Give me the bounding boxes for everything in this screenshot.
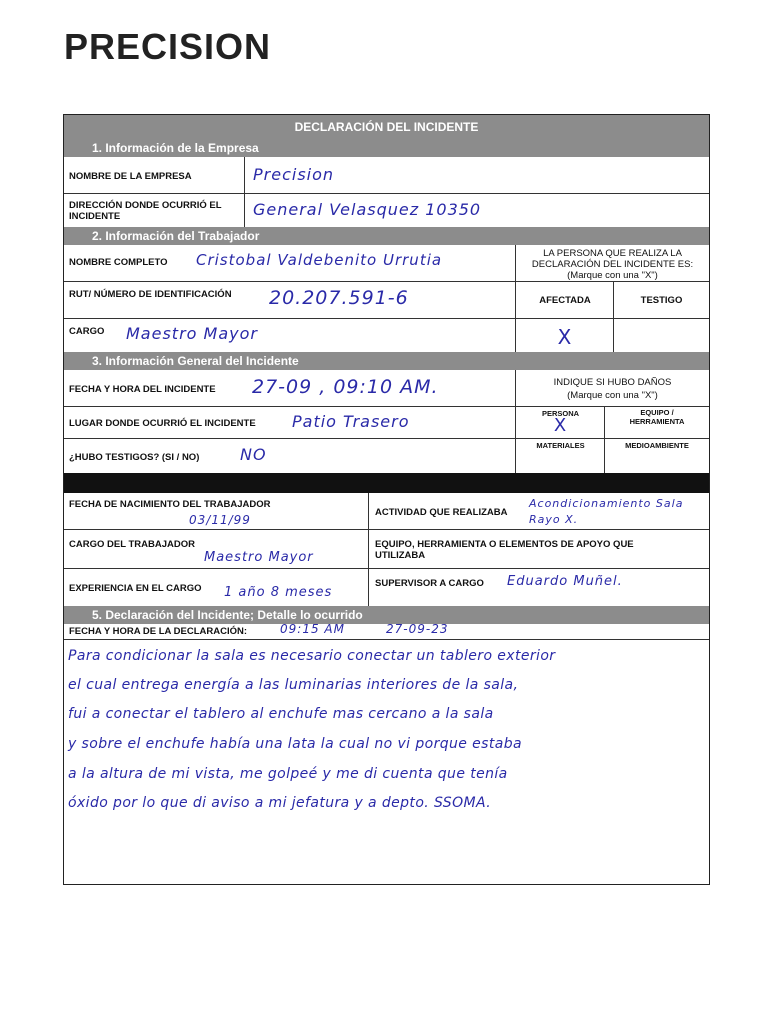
activity-label: ACTIVIDAD QUE REALIZABA — [375, 507, 508, 518]
jobtitle-label: CARGO DEL TRABAJADOR — [69, 539, 195, 550]
narrative-line: a la altura de mi vista, me golpeé y me di cuenta que tenía — [68, 766, 508, 782]
equipment-label-cell — [369, 530, 709, 569]
jobtitle-label-cell — [64, 530, 369, 569]
incident-form — [63, 114, 710, 885]
decl-date-row — [64, 624, 709, 640]
person-header-cell — [516, 245, 709, 282]
damage-header: INDIQUE SI HUBO DAÑOS — [553, 377, 672, 388]
narrative-line: Para condicionar la sala es necesario conectar un tablero exterior — [68, 648, 556, 664]
cargo-value: Maestro Mayor — [126, 324, 258, 343]
section-1-header: 1. Información de la Empresa — [64, 140, 709, 157]
narrative-line: el cual entrega energía a las luminarias interiores de la sala, — [68, 677, 519, 693]
datetime-value: 27-09 , 09:10 AM. — [252, 376, 439, 398]
narrative-line: fui a conectar el tablero al enchufe mas cercano a la sala — [68, 706, 494, 722]
damage-materials-cell[interactable] — [516, 439, 605, 473]
damage-equipment-cell[interactable] — [605, 407, 709, 439]
person-header: LA PERSONA QUE REALIZA LA DECLARACIÓN DEL INCIDENTE ES: — [531, 248, 694, 270]
place-label-cell — [64, 407, 516, 439]
address-label-cell — [64, 194, 245, 227]
activity-value-2: Rayo X. — [529, 513, 579, 526]
section-3-header: 3. Información General del Incidente — [64, 352, 709, 370]
witnesses-value: NO — [240, 445, 267, 464]
company-value-cell — [245, 157, 709, 194]
witness-label-cell — [614, 282, 709, 319]
supervisor-label: SUPERVISOR A CARGO — [375, 578, 484, 589]
name-label: NOMBRE COMPLETO — [69, 257, 168, 268]
place-label: LUGAR DONDE OCURRIÓ EL INCIDENTE — [69, 418, 256, 429]
section-5-header: 5. Declaración del Incidente; Detalle lo ocurrido — [64, 606, 709, 624]
rut-label-cell — [64, 282, 516, 319]
datetime-label-cell — [64, 370, 516, 407]
name-label-cell — [64, 245, 194, 282]
rut-label: RUT/ NÚMERO DE IDENTIFICACIÓN — [69, 289, 232, 300]
company-label: NOMBRE DE LA EMPRESA — [69, 171, 192, 182]
name-value-cell — [194, 245, 516, 282]
damage-environment-label: MEDIOAMBIENTE — [625, 441, 689, 450]
damage-person-cell[interactable] — [516, 407, 605, 439]
activity-value-1: Acondicionamiento Sala — [529, 497, 684, 510]
narrative-line: óxido por lo que di aviso a mi jefatura y a depto. SSOMA. — [68, 795, 492, 811]
cargo-label-cell — [64, 319, 516, 352]
affected-label: AFECTADA — [539, 295, 591, 306]
experience-value: 1 año 8 meses — [224, 585, 333, 600]
address-value-cell — [245, 194, 709, 227]
supervisor-label-cell — [369, 569, 709, 606]
affected-mark-cell[interactable] — [516, 319, 614, 352]
damage-person-mark: X — [553, 415, 568, 436]
section-2-header: 2. Información del Trabajador — [64, 227, 709, 245]
damage-header-cell — [516, 370, 709, 407]
damage-equipment-label: EQUIPO / HERRAMIENTA — [629, 408, 685, 426]
cargo-label: CARGO — [69, 326, 105, 337]
address-value: General Velasquez 10350 — [253, 200, 482, 219]
witness-label: TESTIGO — [640, 295, 683, 306]
jobtitle-value: Maestro Mayor — [204, 550, 314, 565]
equipment-label: EQUIPO, HERRAMIENTA O ELEMENTOS DE APOYO QUE UTILIZABA — [375, 539, 634, 561]
company-logo: PRECISION — [64, 26, 272, 67]
affected-label-cell — [516, 282, 614, 319]
person-note: (Marque con una "X") — [567, 270, 658, 281]
birth-value: 03/11/99 — [189, 513, 251, 527]
supervisor-value: Eduardo Muñel. — [507, 574, 623, 589]
datetime-label: FECHA Y HORA DEL INCIDENTE — [69, 384, 216, 395]
narrative-area — [64, 640, 709, 883]
form-title: DECLARACIÓN DEL INCIDENTE — [64, 115, 709, 140]
damage-note: (Marque con una "X") — [567, 390, 658, 401]
company-value: Precision — [253, 165, 335, 184]
experience-label: EXPERIENCIA EN EL CARGO — [69, 583, 202, 594]
activity-label-cell — [369, 493, 709, 530]
decl-time: 09:15 AM — [280, 622, 345, 636]
witnesses-label-cell — [64, 439, 516, 473]
section-4-band — [64, 473, 709, 493]
witnesses-label: ¿HUBO TESTIGOS? (SI / NO) — [69, 452, 200, 463]
decl-label: FECHA Y HORA DE LA DECLARACIÓN: — [69, 626, 248, 637]
birth-label: FECHA DE NACIMIENTO DEL TRABAJADOR — [69, 499, 271, 510]
birth-label-cell — [64, 493, 369, 530]
damage-materials-label: MATERIALES — [536, 441, 585, 450]
decl-date: 27-09-23 — [386, 622, 449, 636]
address-label: DIRECCIÓN DONDE OCURRIÓ EL INCIDENTE — [69, 200, 222, 222]
affected-mark: X — [557, 325, 573, 349]
company-label-cell — [64, 157, 245, 194]
damage-person-label: PERSONA — [541, 409, 580, 418]
place-value: Patio Trasero — [292, 412, 410, 431]
witness-mark-cell[interactable] — [614, 319, 709, 352]
narrative-line: y sobre el enchufe había una lata la cual no vi porque estaba — [68, 736, 522, 752]
rut-value: 20.207.591-6 — [269, 287, 409, 309]
experience-label-cell — [64, 569, 369, 606]
damage-environment-cell[interactable] — [605, 439, 709, 473]
name-value: Cristobal Valdebenito Urrutia — [196, 251, 443, 269]
